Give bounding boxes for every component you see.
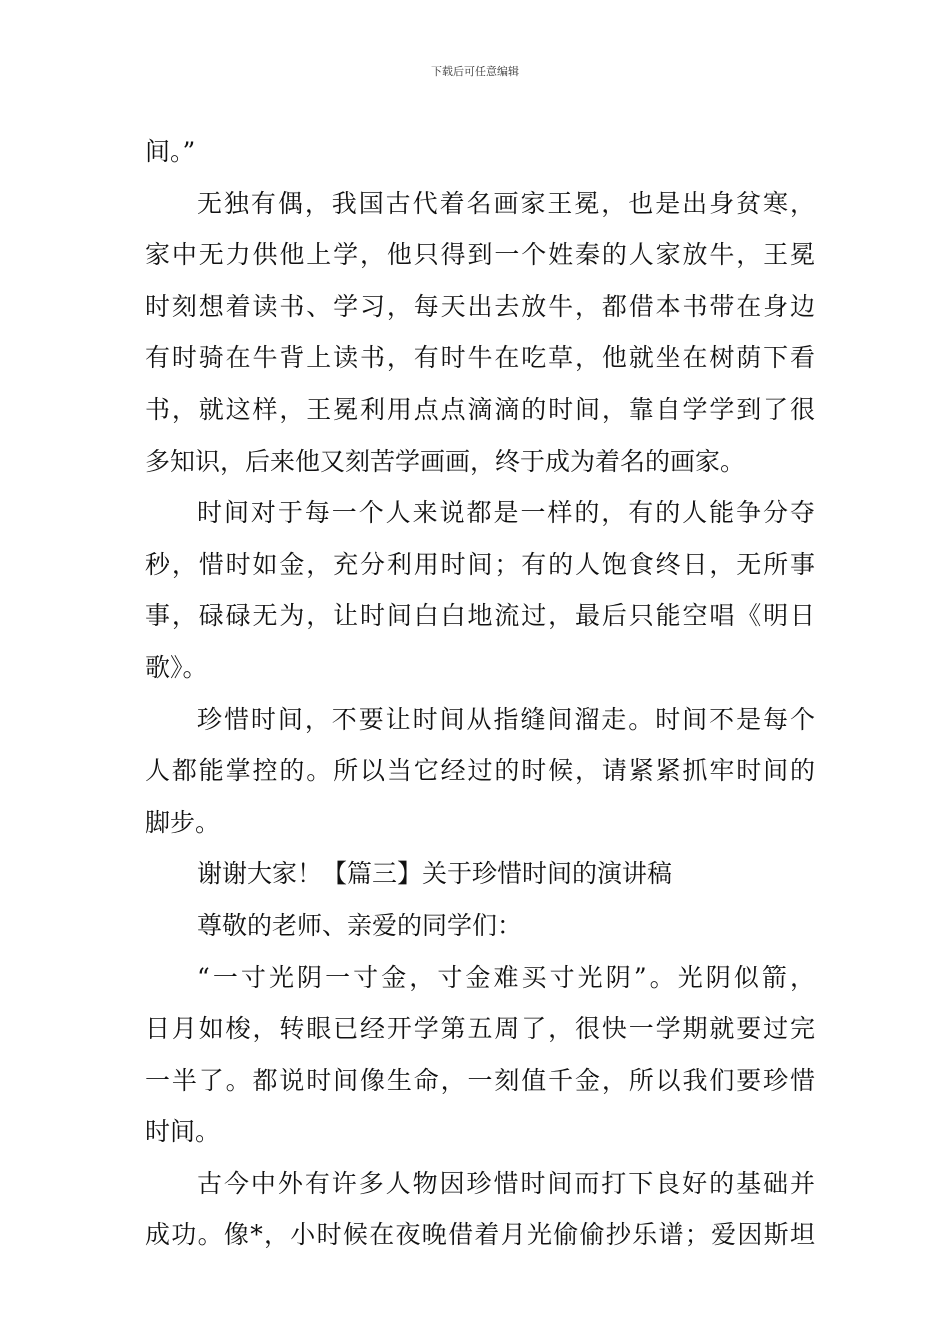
document-body	[145, 126, 815, 1261]
text-line: 一半了。都说时间像生命，一刻值千金，所以我们要珍惜	[145, 1065, 815, 1095]
text-line: 家中无力供他上学，他只得到一个姓秦的人家放牛，王冕	[145, 240, 815, 270]
text-line: 间。”	[145, 137, 196, 166]
text-line: 多知识，后来他又刻苦学画画，终于成为着名的画家。	[145, 446, 746, 476]
text-line: “一寸光阴一寸金，寸金难买寸光阴”。光阴似箭，	[197, 962, 815, 992]
text-line: 日月如梭，转眼已经开学第五周了，很快一学期就要过完	[145, 1014, 815, 1044]
page-header: 下载后可任意编辑	[431, 65, 519, 78]
text-line: 秒，惜时如金，充分利用时间；有的人饱食终日，无所事	[145, 549, 815, 579]
text-line: 尊敬的老师、亲爱的同学们：	[197, 910, 523, 940]
text-line: 古今中外有许多人物因珍惜时间而打下良好的基础并	[197, 1168, 815, 1198]
text-line: 时刻想着读书、学习，每天出去放牛，都借本书带在身边	[145, 291, 815, 321]
text-line: 时间对于每一个人来说都是一样的，有的人能争分夺	[197, 498, 815, 528]
text-line: 歌》。	[145, 652, 208, 682]
text-line: 事，碌碌无为，让时间白白地流过，最后只能空唱《明日	[145, 601, 815, 631]
text-line: 脚步。	[145, 807, 221, 837]
text-line: 人都能掌控的。所以当它经过的时候，请紧紧抓牢时间的	[145, 756, 815, 786]
text-line: 时间。	[145, 1117, 221, 1147]
text-line: 珍惜时间，不要让时间从指缝间溜走。时间不是每个	[197, 704, 815, 734]
text-line: 无独有偶，我国古代着名画家王冕，也是出身贫寒，	[197, 188, 815, 218]
text-line: 谢谢大家！【篇三】关于珍惜时间的演讲稿	[197, 859, 673, 889]
text-line: 成功。像*，小时候在夜晚借着月光偷偷抄乐谱；爱因斯坦	[145, 1220, 815, 1250]
text-line: 书，就这样，王冕利用点点滴滴的时间，靠自学学到了很	[145, 394, 815, 424]
text-line: 有时骑在牛背上读书，有时牛在吃草，他就坐在树荫下看	[145, 343, 815, 373]
